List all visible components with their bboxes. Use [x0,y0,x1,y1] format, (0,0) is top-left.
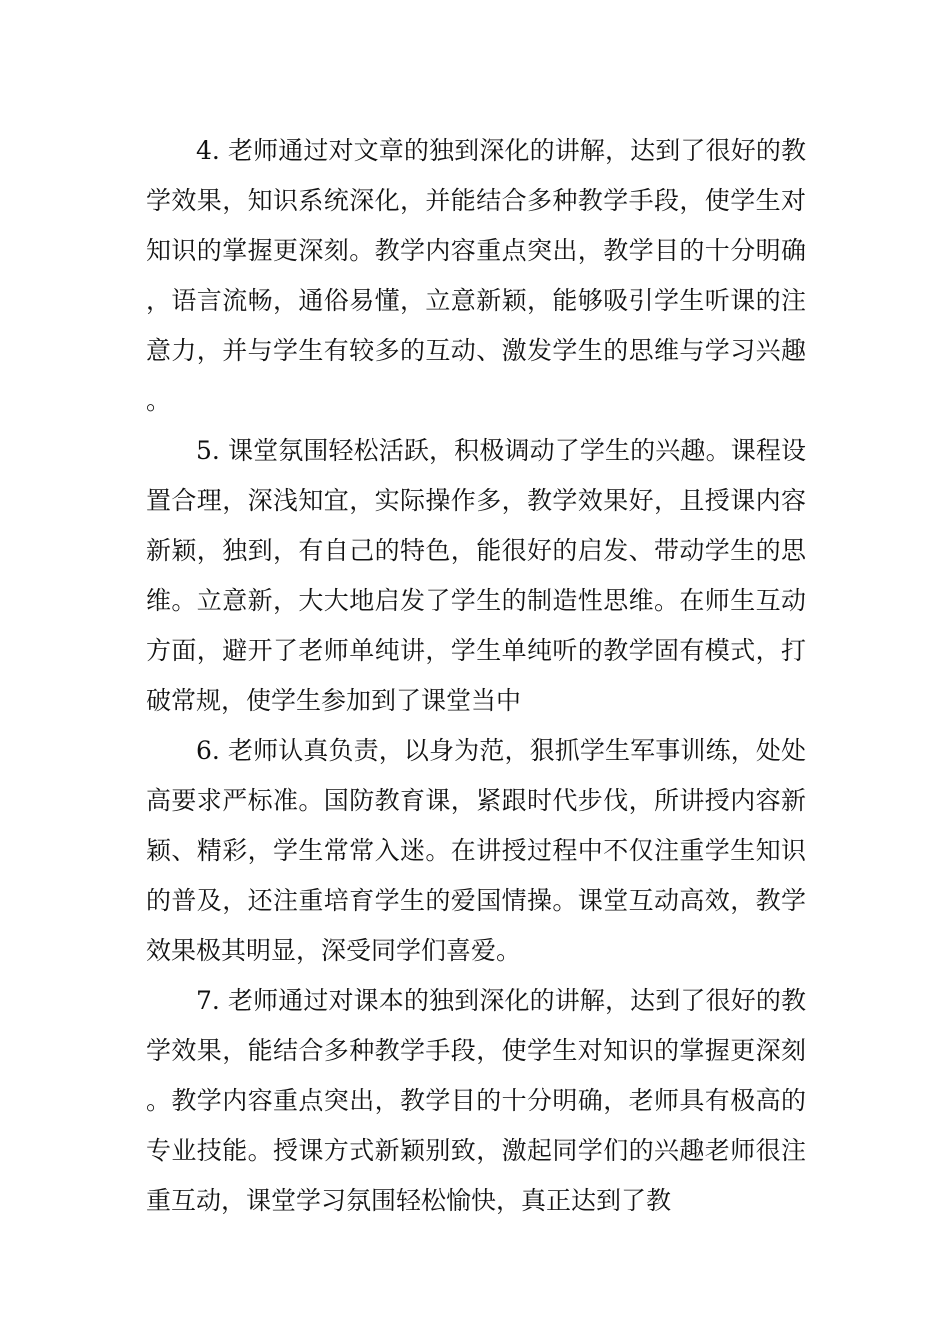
paragraph-7: 7. 老师通过对课本的独到深化的讲解，达到了很好的教学效果，能结合多种教学手段，使学生对知识的掌握更深刻。教学内容重点突出，教学目的十分明确，老师具有极高的专业技能。授课方式新颖别致，激起同学们的兴趣老师很注重互动，课堂学习氛围轻松愉快，真正达到了教 [146,986,806,1215]
body-text [146,126,806,1226]
paragraph-4: 4. 老师通过对文章的独到深化的讲解，达到了很好的教学效果，知识系统深化，并能结合多种教学手段，使学生对知识的掌握更深刻。教学内容重点突出，教学目的十分明确，语言流畅，通俗易懂，立意新颖，能够吸引学生听课的注意力，并与学生有较多的互动、激发学生的思维与学习兴趣。 [146,136,806,415]
paragraph-6: 6. 老师认真负责，以身为范，狠抓学生军事训练，处处高要求严标准。国防教育课，紧跟时代步伐，所讲授内容新颖、精彩，学生常常入迷。在讲授过程中不仅注重学生知识的普及，还注重培育学生的爱国情操。课堂互动高效，教学效果极其明显，深受同学们喜爱。 [146,736,806,965]
paragraph-5: 5. 课堂氛围轻松活跃，积极调动了学生的兴趣。课程设置合理，深浅知宜，实际操作多，教学效果好，且授课内容新颖，独到，有自己的特色，能很好的启发、带动学生的思维。立意新，大大地启发了学生的制造性思维。在师生互动方面，避开了老师单纯讲，学生单纯听的教学固有模式，打破常规，使学生参加到了课堂当中 [146,436,806,715]
